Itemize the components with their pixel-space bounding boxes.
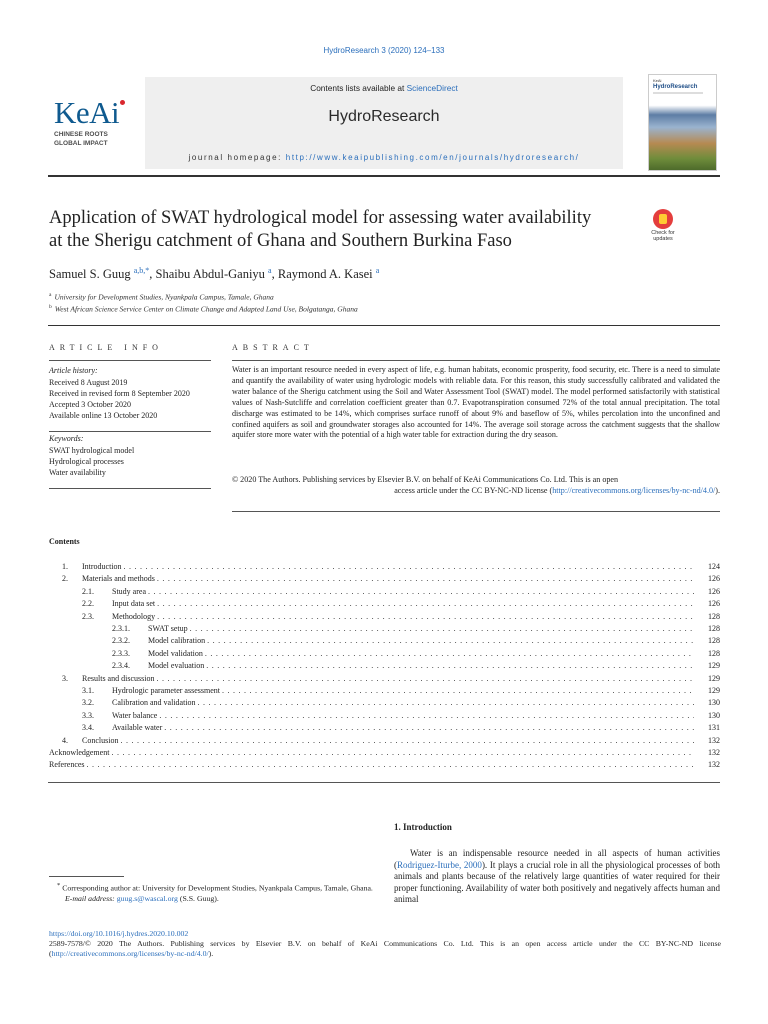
toc-entry[interactable] [82,685,720,697]
copyright-prefix: access article under the CC BY-NC-ND license ( [394,485,553,495]
toc-entry-number: 4. [62,735,68,745]
homepage-link[interactable]: http://www.keaipublishing.com/en/journals/hydroresearch/ [285,153,580,162]
toc-entry[interactable] [62,561,720,573]
toc-entry-number: 2.1. [82,586,94,596]
intro-text-part: ). It plays a crucial role in all the physiological processes of both animals and plants because of the relatively large quantities of water required for their proper functioning. Availability of water both positively and negatively affects human and animal [394,859,720,905]
author-separator: , [149,267,156,282]
toc-entry-label: Model evaluation [148,661,205,671]
cover-publisher: KeAi [653,78,662,83]
toc-entry[interactable] [62,573,720,585]
intro-text-part: Water is an indispensable resource needed in all aspects of human activities ( [394,848,720,870]
toc-leader-dots [222,685,694,697]
footer-license-link[interactable]: http://creativecommons.org/licenses/by-nc-nd/4.0/ [51,949,209,958]
author-affiliation-marker[interactable]: a,b,* [133,266,150,275]
toc-entry[interactable] [82,586,720,598]
publisher-tagline: CHINESE ROOTS GLOBAL IMPACT [54,131,108,147]
license-footer [49,939,721,959]
toc-entry-page: 128 [708,611,720,621]
author-affiliation-marker[interactable]: a [375,266,380,275]
footnote-rule [49,876,124,877]
history-revised: Received in revised form 8 September 2020 [49,389,190,398]
toc-entry-number: 3.3. [82,710,94,720]
toc-leader-dots [159,710,694,722]
divider [49,488,211,489]
journal-homepage [145,153,623,162]
toc-leader-dots [120,735,694,747]
toc-entry-page: 129 [708,673,720,683]
toc-entry-page: 132 [708,735,720,745]
toc-entry-page: 130 [708,698,720,708]
keywords-label: Keywords: [49,434,84,443]
toc-entry-label: Acknowledgement [49,748,110,757]
toc-entry-page: 126 [708,574,720,584]
journal-reference[interactable]: HydroResearch 3 (2020) 124–133 [323,46,445,55]
divider [232,511,720,512]
toc-entry-number: 2.3.1. [112,624,130,633]
toc-leader-dots [157,598,694,610]
toc-entry[interactable] [112,648,720,660]
publisher-logo-text: KeAi [54,95,120,130]
copyright-suffix: ). [715,485,720,495]
toc-leader-dots [111,747,694,759]
toc-entry[interactable] [49,747,720,759]
doi-link[interactable]: https://doi.org/10.1016/j.hydres.2020.10.002 [49,929,189,938]
toc-entry-number: 2.2. [82,599,94,609]
citation-link[interactable]: Rodriguez-Iturbe, 2000 [397,859,482,870]
toc-entry-label: References [49,760,85,770]
affiliation-a [49,292,274,302]
check-for-updates-badge[interactable] [645,209,689,249]
keyword: Hydrological processes [49,457,124,466]
toc-entry-label: Model calibration [148,636,206,646]
footnote-text-line [49,881,375,894]
toc-entry-number: 2.3.2. [112,636,130,646]
toc-entry-page: 128 [708,648,720,658]
toc-entry[interactable] [112,623,720,635]
toc-entry-page: 129 [708,661,720,671]
email-label: E-mail address: [65,894,115,904]
journal-name: HydroResearch [328,108,440,125]
toc-entry-page: 132 [708,748,720,757]
toc-leader-dots [156,673,694,685]
toc-entry-number: 3.4. [82,723,94,733]
author-separator: , [271,267,278,282]
toc-entry-label: Introduction [82,562,122,571]
affiliation-rule [48,325,720,326]
toc-entry-number: 3. [62,673,68,683]
toc-leader-dots [157,611,694,623]
license-link[interactable]: http://creativecommons.org/licenses/by-nc-nd/4.0/ [552,485,716,495]
article-title: Application of SWAT hydrological model for assessing water availability at the Sherigu catchment of Ghana and Southern Burkina Faso [49,208,592,251]
toc-entry[interactable] [62,735,720,747]
email-suffix: (S.S. Guug). [179,894,219,904]
corresponding-author-footnote [49,881,375,905]
toc-entry-label: Results and discussion [82,673,155,683]
publisher-logo [54,95,140,148]
toc-entry-label: Methodology [112,611,156,621]
toc-leader-dots [198,697,694,709]
toc-entry[interactable] [82,697,720,709]
author-name[interactable]: Raymond A. Kasei [277,267,373,282]
cover-title: HydroResearch [653,84,698,90]
toc-entry-label: SWAT setup [148,624,188,633]
journal-cover-image[interactable] [648,74,717,171]
toc-entry-label: Study area [112,586,146,596]
cover-subtitle-bar [653,92,703,94]
article-info-heading: ARTICLE INFO [49,343,163,352]
toc-entry-label: Hydrologic parameter assessment [112,686,220,695]
toc-entry[interactable] [49,759,720,771]
toc-entry-page: 128 [708,624,720,633]
affiliation-marker: b [49,304,52,310]
contents-title: Contents [49,537,80,546]
toc-entry-page: 132 [708,760,720,770]
toc-leader-dots [206,660,694,672]
footnote-marker: * [57,882,61,889]
toc-entry-number: 1. [62,562,68,571]
affiliation-b [49,304,358,314]
toc-leader-dots [164,722,694,734]
toc-entry-label: Available water [112,723,163,733]
contents-rule [48,782,720,783]
email-link[interactable]: guug.s@wascal.org [116,894,178,904]
check-updates-icon [653,209,673,229]
affiliation-marker: a [49,292,52,298]
toc-entry-page: 128 [708,636,720,646]
footnote-text: Corresponding author at: University for Development Studies, Nyankpala Campus, Tamale, Ghana. [62,883,373,893]
history-online: Available online 13 October 2020 [49,411,158,420]
section-heading-introduction: 1. Introduction [394,822,452,832]
license-text: 2589-7578/© 2020 The Authors. Publishing services by Elsevier B.V. on behalf of KeAi Communications Co. Ltd. This is an open access article under the CC BY-NC-ND license ( [49,939,721,958]
author-name[interactable]: Samuel S. Guug [49,267,131,282]
author-name[interactable]: Shaibu Abdul-Ganiyu [155,267,265,282]
toc-entry-label: Model validation [148,648,203,658]
toc-entry-number: 2.3.4. [112,661,130,671]
keyword: Water availability [49,468,106,477]
history-accepted: Accepted 3 October 2020 [49,400,131,409]
introduction-paragraph [394,848,720,906]
toc-entry-number: 2.3. [82,611,94,621]
toc-entry-page: 126 [708,586,720,596]
affiliation-text: University for Development Studies, Nyankpala Campus, Tamale, Ghana [54,292,274,302]
toc-entry-label: Conclusion [82,735,119,745]
affiliation-text: West African Science Service Center on Climate Change and Adapted Land Use, Bolgatanga, Ghana [54,304,358,314]
toc-leader-dots [207,635,694,647]
keyword: SWAT hydrological model [49,446,135,455]
toc-leader-dots [148,586,694,598]
toc-leader-dots [87,759,694,771]
divider [49,360,211,361]
header-rule [48,175,720,177]
logo-dot [120,100,125,105]
contents-available [145,83,623,93]
toc-entry-number: 3.1. [82,686,94,695]
abstract-text: Water is an important resource needed in every aspect of life, e.g. human habitats, economic prosperity, food security, etc. There is a need to simulate and quantify the availability of water using hydrologic models with reliable data. For this reason, this study successfully calibrated and validated the water balance of the Sherigu catchment using the Soil and Water Assessment Tool (SWAT) model. The model performed satisfactorily with statistical values of Nash-Sutcliffe and correlation coefficient greater than 0.7. Evapotranspiration consumed 72% of the total annual precipitation. The total discharge was estimated to be 14%, which comprises surface runoff of about 9% and baseflow of 5%, whiles percolation into the unconfined and confined aquifers as soil and groundwater storages also accounted for 14%. The average soil storage across the catchment suggests that the shallow aquifer store more water with the potential of a high water table for extraction during the dry season. [232,365,720,440]
toc-leader-dots [205,648,694,660]
history-received: Received 8 August 2019 [49,378,128,387]
toc-entry-label: Input data set [112,599,156,609]
copyright-line-1: © 2020 The Authors. Publishing services by Elsevier B.V. on behalf of KeAi Communications Co. Ltd. This is an open [232,475,619,484]
toc-entry-number: 2. [62,574,68,584]
author-affiliation-marker[interactable]: a [268,266,272,275]
contents-available-prefix: Contents lists available at [310,83,407,93]
toc-entry[interactable] [82,722,720,734]
license-suffix: ). [208,949,214,958]
homepage-prefix: journal homepage: [188,153,286,162]
check-updates-label: Check for updates [651,230,675,242]
toc-entry-page: 126 [708,599,720,609]
toc-entry[interactable] [82,611,720,623]
toc-entry-page: 124 [708,562,720,571]
toc-entry[interactable] [62,673,720,685]
history-label: Article history: [49,366,98,375]
footnote-email-line [49,894,375,905]
toc-entry[interactable] [82,598,720,610]
toc-entry-number: 2.3.3. [112,648,130,658]
divider [232,360,720,361]
sciencedirect-link[interactable]: ScienceDirect [406,83,458,93]
toc-entry[interactable] [82,710,720,722]
toc-leader-dots [190,623,694,635]
toc-leader-dots [157,573,694,585]
abstract-copyright [232,475,720,497]
toc-entry-page: 129 [708,686,720,695]
abstract-heading: ABSTRACT [232,343,314,352]
toc-entry-page: 130 [708,710,720,720]
toc-leader-dots [124,561,694,573]
divider [49,431,211,432]
toc-entry-label: Water balance [112,710,158,720]
toc-entry[interactable] [112,635,720,647]
toc-entry-label: Materials and methods [82,574,155,584]
copyright-line-2 [232,486,720,497]
toc-entry-page: 131 [708,723,720,733]
author-list [49,266,379,282]
toc-entry-number: 3.2. [82,698,94,708]
toc-entry[interactable] [112,660,720,672]
toc-entry-label: Calibration and validation [112,698,196,708]
